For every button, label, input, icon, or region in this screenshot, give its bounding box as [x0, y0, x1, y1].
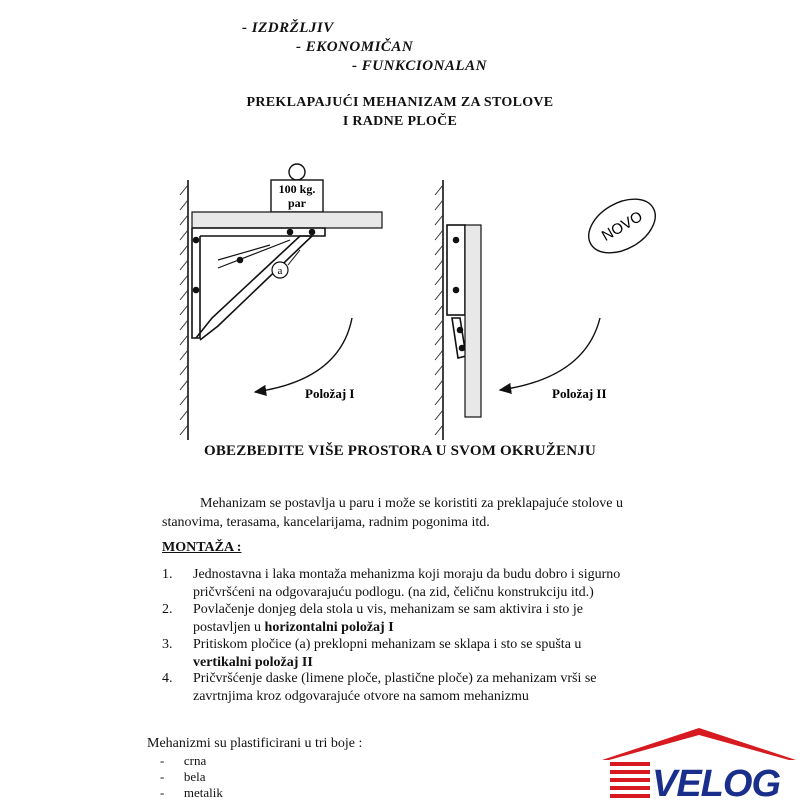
color-item-3: - metalik: [160, 785, 223, 800]
rotation-arrow-1: [255, 318, 352, 392]
tagline-durable: - IZDRŽLJIV: [242, 20, 334, 36]
step-1-line2: pričvršćeni na odgovarajuću podlogu. (na zid, čeličnu konstrukciju itd.): [193, 585, 594, 600]
step-2-bold: horizontalni položaj I: [264, 620, 394, 635]
weight-box: [271, 164, 323, 212]
rotation-arrow-2: [500, 318, 600, 390]
position-1-label: Položaj I: [305, 386, 355, 401]
weight-label-line1: 100 kg.: [278, 182, 316, 196]
folding-bracket-horizontal: [192, 228, 325, 340]
color-item-2: - bela: [160, 769, 206, 784]
step-4-line1: Pričvršćenje daske (limene ploče, plastične ploče) za mehanizam vrši se: [193, 671, 597, 686]
tagline-economical: - EKONOMIČAN: [296, 39, 414, 55]
logo-stripes: [610, 762, 650, 798]
table-board-horizontal: [192, 212, 382, 228]
position-2-label: Položaj II: [552, 386, 607, 401]
novo-badge-label: NOVO: [598, 208, 646, 245]
weight-label-line2: par: [288, 196, 306, 210]
step-2-line2: postavljen u: [193, 620, 265, 635]
folding-bracket-vertical: [447, 225, 466, 358]
step-1-text: [193, 566, 693, 602]
logo-text: VELOG: [651, 763, 781, 800]
document-title-line1: PREKLAPAJUĆI MEHANIZAM ZA STOLOVE: [246, 95, 554, 110]
step-2-line1: Povlačenje donjeg dela stola u vis, mehanizam se sam aktivira i sto je: [193, 602, 583, 617]
intro-line2: stanovima, terasama, kancelarijama, radnim pogonima itd.: [162, 515, 490, 530]
part-a-label: a: [277, 265, 283, 277]
step-3-line1: Pritiskom pločice (a) preklopni mehanizam se sklapa i sto se spušta u: [193, 637, 582, 652]
space-subheading: OBEZBEDITE VIŠE PROSTORA U SVOM OKRUŽENJU: [203, 443, 597, 459]
document-title-line2: I RADNE PLOČE: [342, 114, 458, 129]
left-wall: [180, 180, 188, 440]
montaza-heading: MONTAŽA :: [162, 540, 242, 555]
step-4-text: [193, 670, 693, 706]
tagline-functional: - FUNKCIONALAN: [352, 58, 487, 74]
step-2-text: [193, 601, 693, 637]
step-3-bold: vertikalni položaj II: [193, 655, 313, 670]
logo-roof: [602, 728, 796, 760]
colors-intro: Mehanizmi su plastificirani u tri boje :: [147, 736, 363, 751]
part-a-callout: [272, 250, 300, 278]
step-2-number: 2.: [162, 602, 173, 617]
color-item-1: - crna: [160, 753, 207, 768]
step-3-text: [193, 636, 693, 672]
intro-line1: Mehanizam se postavlja u paru i može se koristiti za preklapajuće stolove u: [200, 496, 623, 511]
step-4-number: 4.: [162, 671, 173, 686]
step-4-line2: zavrtnjima kroz odgovarajuće otvore na samom mehanizmu: [193, 689, 529, 704]
right-wall: [435, 180, 443, 440]
novo-badge: [579, 188, 664, 264]
velog-logo: [598, 724, 800, 800]
step-1-number: 1.: [162, 567, 173, 582]
table-board-vertical: [465, 225, 481, 417]
step-1-line1: Jednostavna i laka montaža mehanizma koji moraju da budu dobro i sigurno: [193, 567, 621, 582]
step-3-number: 3.: [162, 637, 173, 652]
